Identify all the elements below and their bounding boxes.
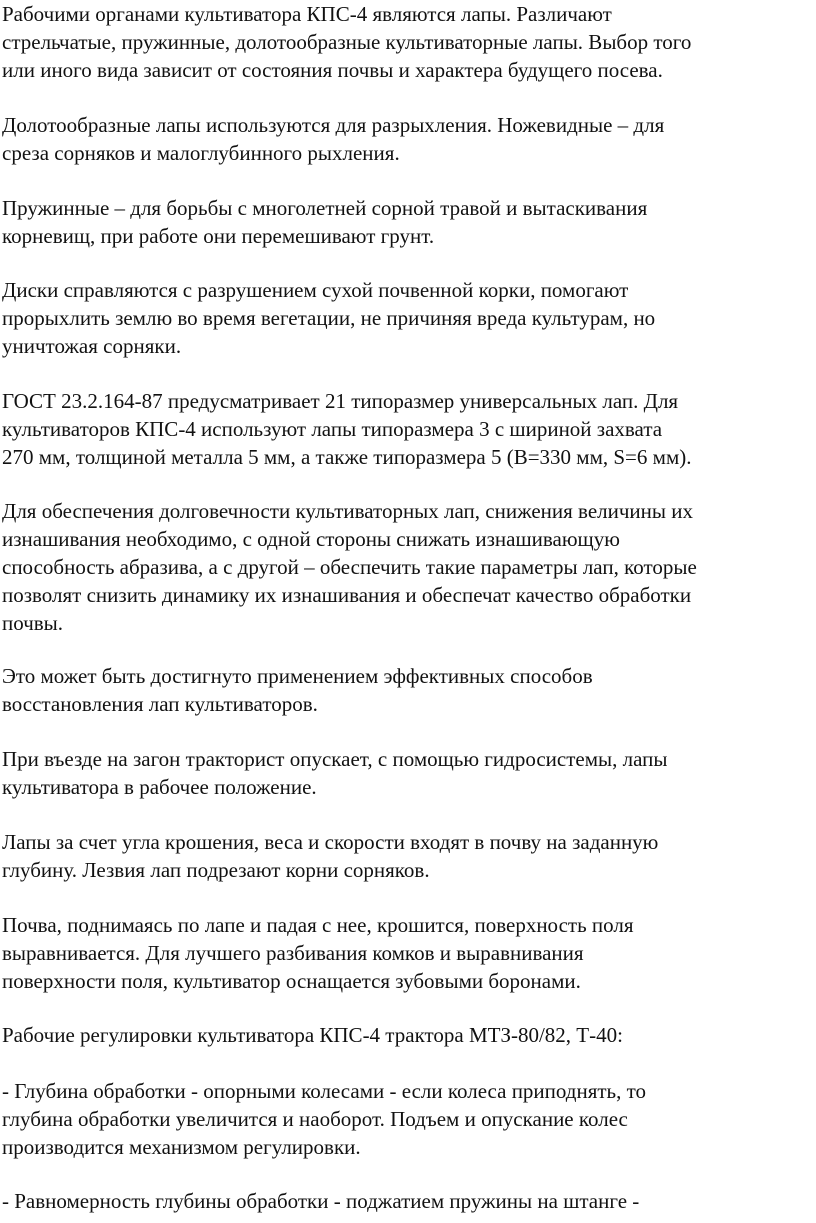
- text-line: глубину. Лезвия лап подрезают корни сорняков.: [2, 858, 430, 882]
- text-line: изнашивания необходимо, с одной стороны снижать изнашивающую: [2, 527, 620, 551]
- paragraph-chisel-shares: [2, 111, 812, 167]
- text-line: поверхности поля, культиватор оснащается зубовыми боронами.: [2, 969, 581, 993]
- text-line: Пружинные – для борьбы с многолетней сорной травой и вытаскивания: [2, 196, 648, 220]
- text-line: При въезде на загон тракторист опускает, с помощью гидросистемы, лапы: [2, 747, 668, 771]
- text-line: ГОСТ 23.2.164-87 предусматривает 21 типоразмер универсальных лап. Для: [2, 389, 679, 413]
- paragraph-working-parts: [2, 0, 812, 84]
- text-line: Диски справляются с разрушением сухой почвенной корки, помогают: [2, 278, 629, 302]
- text-line: культиваторов КПС-4 используют лапы типоразмера 3 с шириной захвата: [2, 417, 663, 441]
- text-line: прорыхлить землю во время вегетации, не причиняя вреда культурам, но: [2, 306, 656, 330]
- text-line: выравнивается. Для лучшего разбивания комков и выравнивания: [2, 941, 584, 965]
- text-line: уничтожая сорняки.: [2, 334, 182, 358]
- paragraph-entry: [2, 745, 812, 801]
- text-line: позволят снизить динамику их изнашивания и обеспечат качество обработки: [2, 583, 692, 607]
- text-line: Для обеспечения долговечности культиваторных лап, снижения величины их: [2, 499, 694, 523]
- paragraph-adjustments-heading: [2, 1021, 812, 1049]
- paragraph-depth-adjustment: [2, 1077, 812, 1161]
- paragraph-restoration: [2, 662, 812, 718]
- text-line: восстановления лап культиваторов.: [2, 692, 318, 716]
- paragraph-crumbling-angle: [2, 828, 812, 884]
- text-line: глубина обработки увеличится и наоборот. Подъем и опускание колес: [2, 1107, 628, 1131]
- text-line: корневищ, при работе они перемешивают грунт.: [2, 224, 435, 248]
- text-line: - Равномерность глубины обработки - поджатием пружины на штанге -: [2, 1189, 640, 1213]
- text-line: Это может быть достигнуто применением эффективных способов: [2, 664, 593, 688]
- text-line: среза сорняков и малоглубинного рыхления.: [2, 141, 400, 165]
- text-line: 270 мм, толщиной металла 5 мм, а также типоразмера 5 (В=330 мм, S=6 мм).: [2, 445, 692, 469]
- paragraph-depth-uniformity: [2, 1187, 812, 1215]
- text-line: способность абразива, а с другой – обеспечить такие параметры лап, которые: [2, 555, 697, 579]
- text-line: Долотообразные лапы используются для разрыхления. Ножевидные – для: [2, 113, 665, 137]
- paragraph-gost: [2, 387, 812, 471]
- text-line: культиватора в рабочее положение.: [2, 775, 317, 799]
- text-line: Лапы за счет угла крошения, веса и скорости входят в почву на заданную: [2, 830, 659, 854]
- text-line: или иного вида зависит от состояния почвы и характера будущего посева.: [2, 58, 663, 82]
- paragraph-spring-shares: [2, 194, 812, 250]
- text-line: производится механизмом регулировки.: [2, 1135, 361, 1159]
- text-line: стрельчатые, пружинные, долотообразные культиваторные лапы. Выбор того: [2, 30, 692, 54]
- text-line: почвы.: [2, 611, 64, 635]
- paragraph-soil-leveling: [2, 911, 812, 995]
- paragraph-durability: [2, 497, 812, 637]
- paragraph-discs: [2, 276, 812, 360]
- text-line: - Глубина обработки - опорными колесами - если колеса приподнять, то: [2, 1079, 647, 1103]
- text-line: Почва, поднимаясь по лапе и падая с нее, крошится, поверхность поля: [2, 913, 634, 937]
- text-line: Рабочими органами культиватора КПС-4 являются лапы. Различают: [2, 2, 612, 26]
- text-line: Рабочие регулировки культиватора КПС-4 трактора МТЗ-80/82, Т-40:: [2, 1023, 623, 1047]
